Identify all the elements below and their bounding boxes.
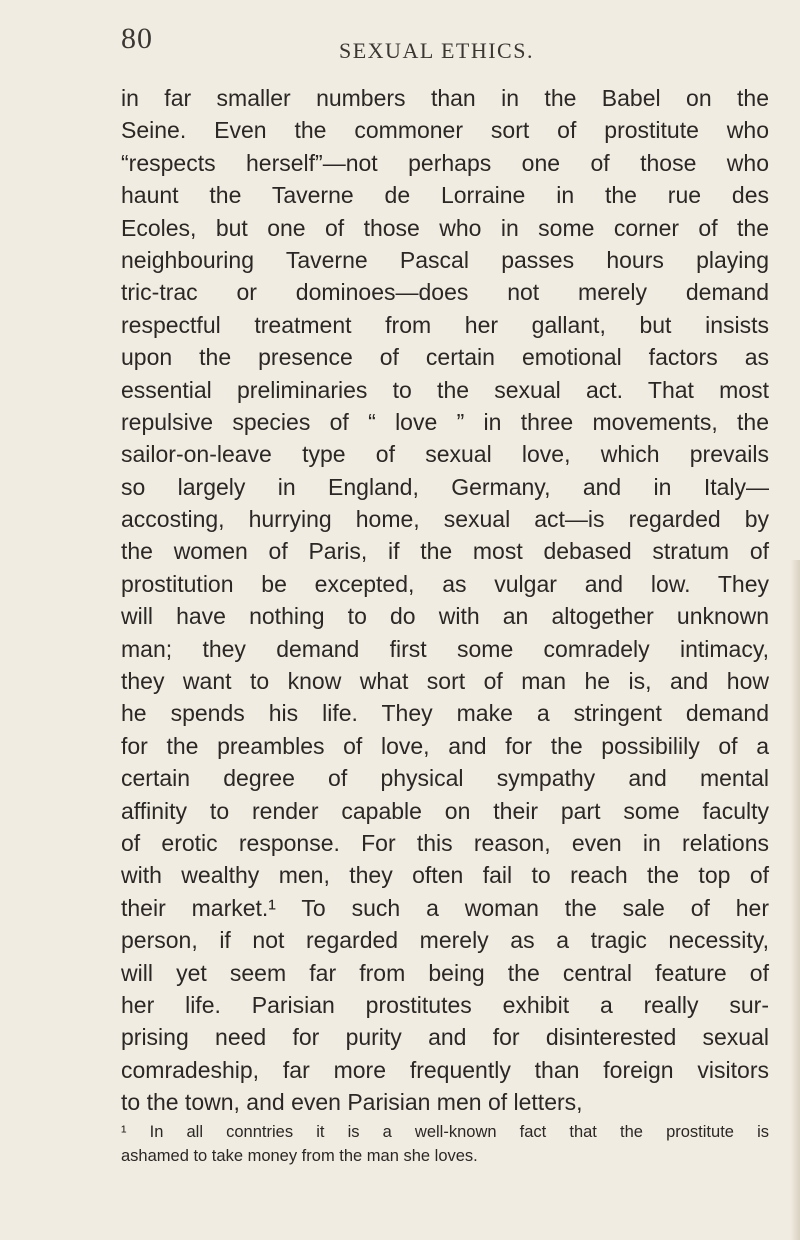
text-line: man; they demand first some comradely intimacy, (121, 635, 769, 662)
text-line: their market.¹ To such a woman the sale of her (121, 894, 769, 921)
text-line: so largely in England, Germany, and in Italy— (121, 473, 769, 500)
text-line: essential preliminaries to the sexual act. That most (121, 376, 769, 403)
text-line: in far smaller numbers than in the Babel on the (121, 85, 769, 111)
body-text (121, 82, 769, 1119)
text-line: Ecoles, but one of those who in some corner of the (121, 214, 769, 241)
text-line: prising need for purity and for disinterested sexual (121, 1024, 769, 1051)
running-head: SEXUAL ETHICS. (339, 38, 534, 63)
text-line: for the preambles of love, and for the possibilily of a (121, 732, 769, 759)
text-line: affinity to render capable on their part some faculty (121, 797, 769, 824)
text-line: comradeship, far more frequently than foreign visitors (121, 1056, 769, 1083)
text-line: her life. Parisian prostitutes exhibit a really sur- (121, 991, 769, 1018)
text-line: upon the presence of certain emotional factors as (121, 344, 769, 371)
text-line: sailor-on-leave type of sexual love, which prevails (121, 441, 769, 468)
text-line: to the town, and even Parisian men of letters, (121, 1089, 583, 1116)
page-number: 80 (121, 22, 153, 55)
text-line: with wealthy men, they often fail to reach the top of (121, 862, 769, 889)
text-line: certain degree of physical sympathy and mental (121, 765, 769, 792)
text-line: “respects herself”—not perhaps one of those who (121, 149, 769, 176)
text-line: will have nothing to do with an altogether unknown (121, 603, 769, 630)
page-edge-shadow (790, 560, 800, 1240)
text-line: respectful treatment from her gallant, but insists (121, 311, 769, 338)
text-line: accosting, hurrying home, sexual act—is regarded by (121, 506, 769, 533)
footnote (121, 1120, 769, 1168)
text-line: will yet seem far from being the central feature of (121, 959, 769, 986)
text-line: of erotic response. For this reason, even in relations (121, 829, 769, 856)
footnote-line: ashamed to take money from the man she loves. (121, 1147, 478, 1165)
text-line: repulsive species of “ love ” in three movements, the (121, 408, 769, 435)
text-line: tric-trac or dominoes—does not merely demand (121, 279, 769, 306)
text-line: Seine. Even the commoner sort of prostitute who (121, 117, 769, 144)
text-line: haunt the Taverne de Lorraine in the rue des (121, 182, 769, 209)
text-line: he spends his life. They make a stringent demand (121, 700, 769, 727)
text-line: the women of Paris, if the most debased stratum of (121, 538, 769, 565)
text-line: person, if not regarded merely as a tragic necessity, (121, 927, 769, 954)
footnote-line: ¹ In all conntries it is a well-known fact that the prostitute is (121, 1123, 769, 1141)
text-line: they want to know what sort of man he is, and how (121, 668, 769, 695)
text-line: prostitution be excepted, as vulgar and low. They (121, 570, 769, 597)
text-line: neighbouring Taverne Pascal passes hours playing (121, 246, 769, 273)
